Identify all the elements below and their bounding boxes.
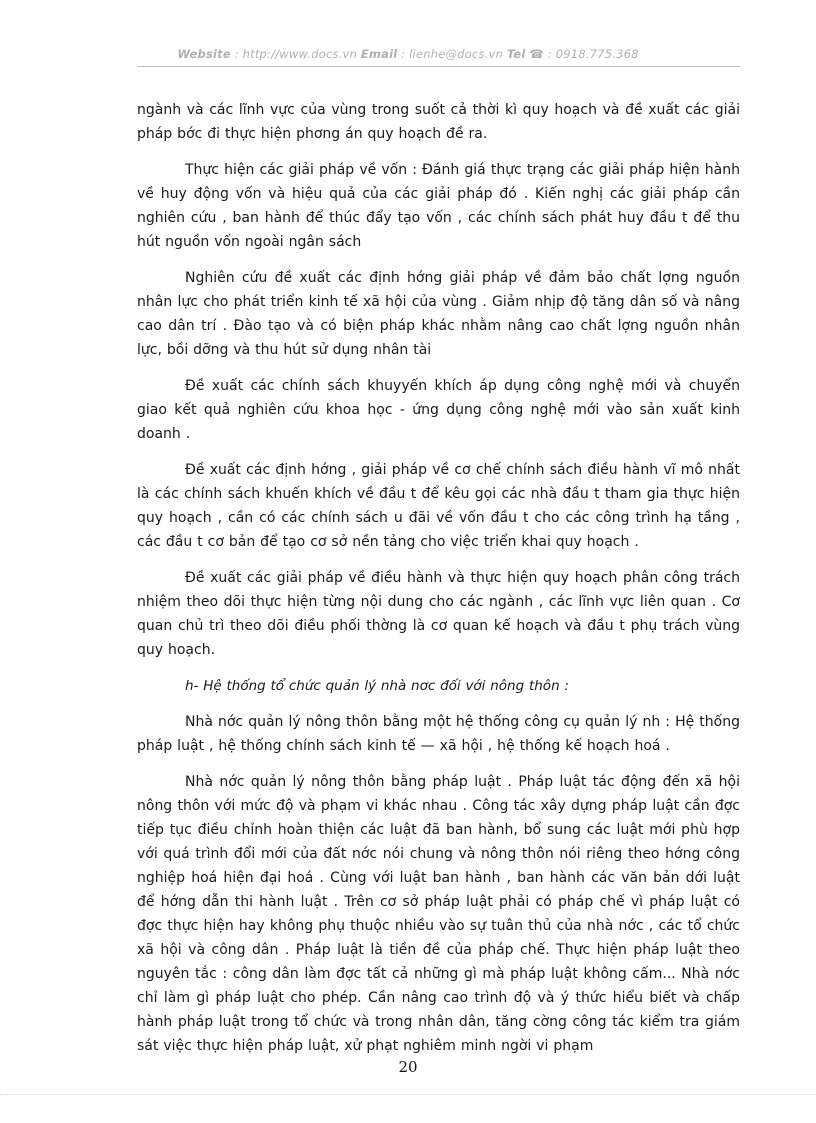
email-sep: :: [397, 47, 410, 61]
tel-value: : 0918.775.368: [543, 47, 639, 61]
footer-divider: [0, 1094, 816, 1095]
page-number: 20: [398, 1058, 418, 1076]
page-header: [0, 47, 816, 61]
website-link[interactable]: http://www.docs.vn: [242, 47, 358, 61]
website-label: Website: [177, 47, 231, 61]
email-link[interactable]: lienhe@docs.vn: [409, 47, 503, 61]
section-heading: h- Hệ thống tổ chức quản lý nhà nơc đối với nông thôn :: [185, 678, 569, 694]
paragraph: Nghiên cứu đề xuất các định hớng giải pháp về đảm bảo chất lợng nguồn nhân lực cho phát triển kinh tế xã hội của vùng . Giảm nhịp độ tăng dân số và nâng cao dân trí . Đào tạo và có biện pháp khác nhằm nâng cao chất lợng nguồn nhân lực, bồi dỡng và thu hút sử dụng nhân tài: [137, 270, 740, 358]
paragraph: Thực hiện các giải pháp về vốn : Đánh giá thực trạng các giải pháp hiện hành về huy động vốn và hiệu quả của các giải pháp đó . Kiến nghị các giải pháp cần nghiên cứu , ban hành để thúc đẩy tạo vốn , các chính sách phát huy đầu t để thu hút nguồn vốn ngoài ngân sách: [137, 162, 740, 250]
tel-label: Tel: [506, 47, 526, 61]
paragraph: Đề xuất các chính sách khuyyến khích áp dụng công nghệ mới và chuyển giao kết quả nghiên cứu khoa học - ứng dụng công nghệ mới vào sản xuất kinh doanh .: [137, 378, 740, 442]
paragraph: Nhà nớc quản lý nông thôn bằng một hệ thống công cụ quản lý nh : Hệ thống pháp luật , hệ thống chính sách kinh tế — xã hội , hệ thống kế hoạch hoá .: [137, 714, 740, 754]
paragraph: Đề xuất các giải pháp về điều hành và thực hiện quy hoạch phân công trách nhiệm theo dõi thực hiện từng nội dung cho các ngành , các lĩnh vực liên quan . Cơ quan chủ trì theo dõi điều phối thờng là cơ quan kế hoạch và đầu t phụ trách vùng quy hoạch.: [137, 570, 740, 658]
phone-icon: ☎: [529, 47, 544, 61]
email-label: Email: [360, 47, 398, 61]
website-sep: :: [230, 47, 243, 61]
paragraph: Đề xuất các định hớng , giải pháp về cơ chế chính sách điều hành vĩ mô nhất là các chính sách khuến khích về đầu t để kêu gọi các nhà đầu t tham gia thực hiện quy hoạch , cần có các chính sách u đãi về vốn đầu t cho các công trình hạ tầng , các đầu t cơ bản để tạo cơ sở nền tảng cho việc triển khai quy hoạch .: [137, 462, 740, 550]
document-body: [137, 98, 740, 1070]
paragraph: Nhà nớc quản lý nông thôn bằng pháp luật . Pháp luật tác động đến xã hội nông thôn với mức độ và phạm vi khác nhau . Công tác xây dựng pháp luật cần đợc tiếp tục điều chỉnh hoàn thiện các luật đã ban hành, bổ sung các luật mới phù hợp với quá trình đổi mới của đất nớc nói chung và nông thôn nói riêng theo hớng công nghiệp hoá hiện đại hoá . Cùng với luật ban hành , ban hành các văn bản dới luật để hớng dẫn thi hành luật . Trên cơ sở pháp luật phải có pháp chế vì pháp luật có đợc thực hiện hay không phụ thuộc nhiều vào sự tuân thủ của nhà nớc , các tổ chức xã hội và công dân . Pháp luật là tiền đề của pháp chế. Thực hiện pháp luật theo nguyên tắc : công dân làm đợc tất cả những gì mà pháp luật không cấm... Nhà nớc chỉ làm gì pháp luật cho phép. Cần nâng cao trình độ và ý thức hiểu biết và chấp hành pháp luật trong tổ chức và trong nhân dân, tăng cờng công tác kiểm tra giám sát việc thực hiện pháp luật, xử phạt nghiêm minh ngời vi phạm: [137, 774, 740, 1054]
header-divider: [137, 66, 740, 67]
paragraph: ngành và các lĩnh vực của vùng trong suốt cả thời kì quy hoạch và đề xuất các giải pháp bớc đi thực hiện phơng án quy hoạch đề ra.: [137, 102, 740, 142]
